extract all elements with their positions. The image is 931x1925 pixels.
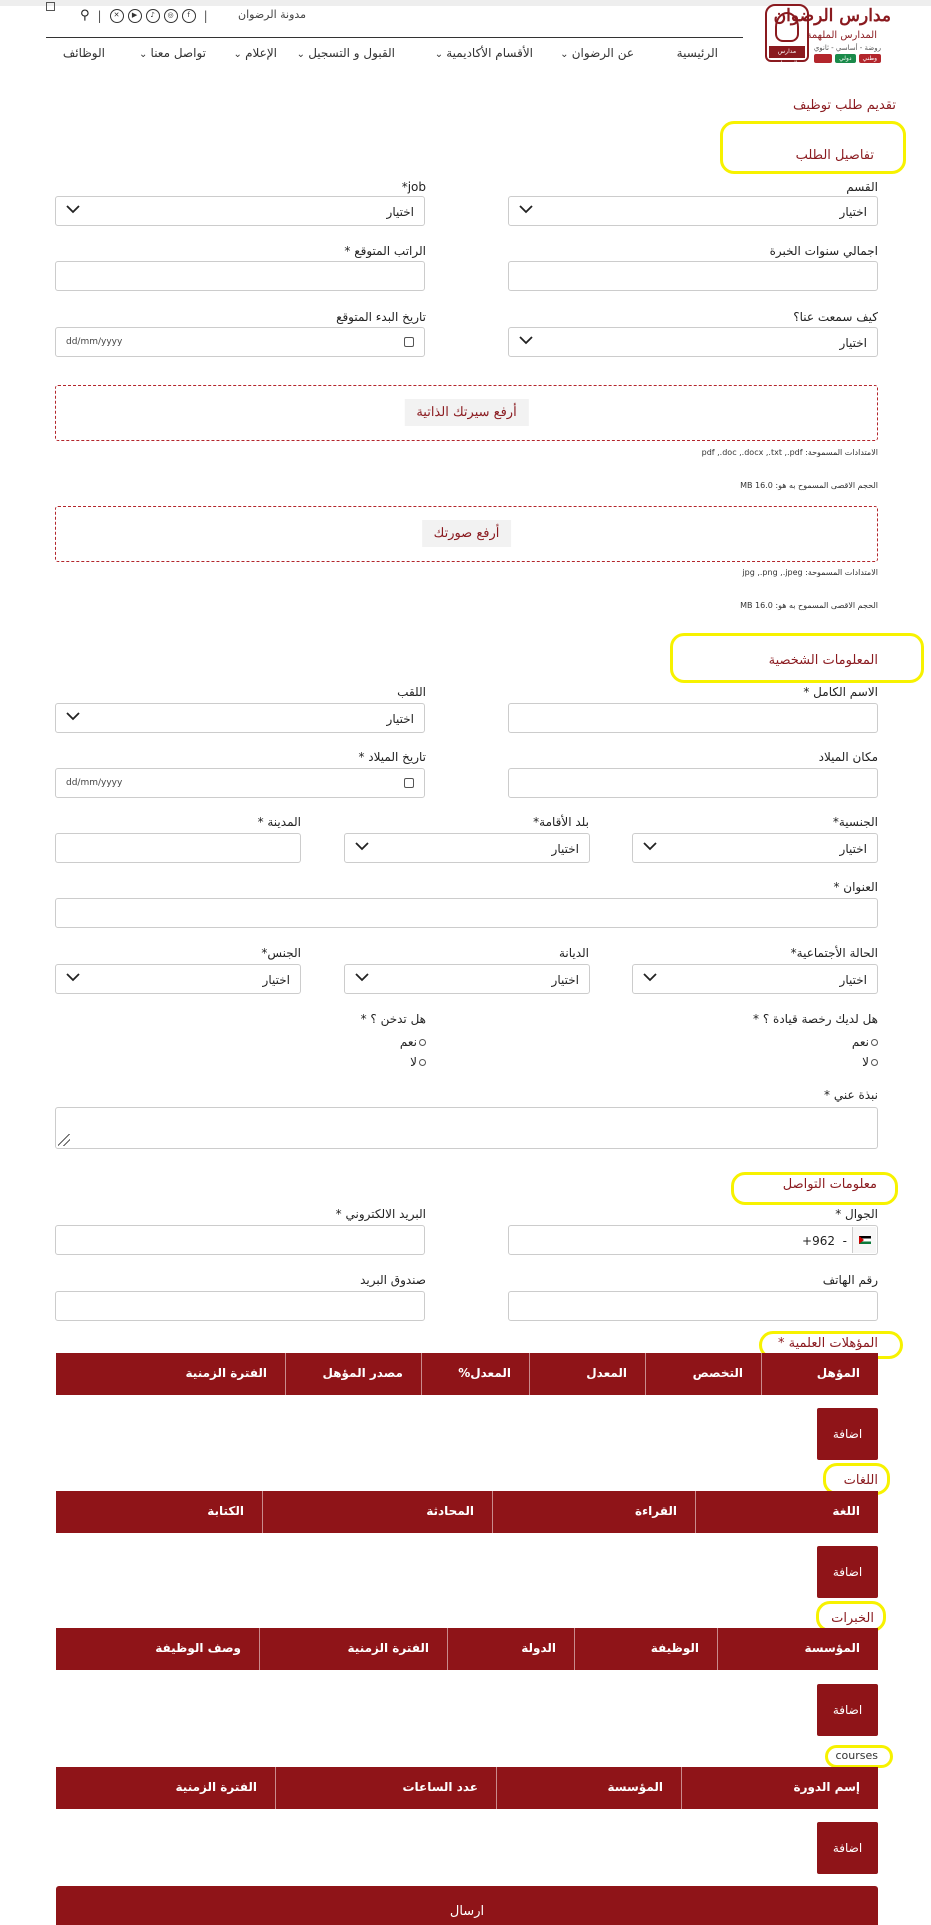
submit-button[interactable]: ارسال bbox=[56, 1886, 878, 1925]
radio-dot[interactable] bbox=[871, 1039, 878, 1046]
divider: | bbox=[203, 8, 208, 23]
resize-handle-icon[interactable] bbox=[58, 1134, 70, 1146]
bio-label: نبذة عني * bbox=[824, 1088, 878, 1102]
birth-place-input[interactable] bbox=[508, 768, 878, 798]
expected-salary-input[interactable] bbox=[55, 261, 425, 291]
heard-about-label: كيف سمعت عنا؟ bbox=[793, 310, 878, 324]
cv-max-size: الحجم الاقصى المسموح به هو: 16.0 MB bbox=[740, 481, 878, 490]
city-input[interactable] bbox=[55, 833, 301, 863]
birth-place-label: مكان الميلاد bbox=[818, 750, 878, 764]
job-label: job* bbox=[401, 180, 426, 194]
nav-item[interactable] bbox=[234, 46, 278, 60]
instagram-icon[interactable]: ◎ bbox=[164, 9, 178, 23]
residence-country-select[interactable] bbox=[344, 833, 590, 863]
page-title: تقديم طلب توظيف bbox=[792, 98, 896, 113]
calendar-icon[interactable] bbox=[404, 778, 414, 788]
table-header-cell: الفترة الزمنية bbox=[259, 1628, 447, 1670]
table-header-cell: التخصص bbox=[645, 1353, 761, 1395]
youtube-icon[interactable]: ▶ bbox=[128, 9, 142, 23]
start-date-input[interactable] bbox=[55, 327, 425, 357]
table-header-cell: عدد الساعات bbox=[275, 1767, 496, 1809]
search-icon[interactable]: ⚲ bbox=[80, 8, 90, 23]
radio-label: نعم bbox=[851, 1035, 869, 1049]
nav-item-label: الوظائف bbox=[62, 46, 105, 60]
nav-item-label: الرئيسية bbox=[676, 46, 718, 60]
nav-item[interactable] bbox=[677, 46, 718, 60]
full-name-label: الاسم الكامل * bbox=[803, 685, 878, 699]
social-icons bbox=[76, 8, 212, 23]
crest-label: مدارس الرضوان bbox=[769, 46, 805, 58]
blog-link[interactable]: مدونة الرضوان bbox=[238, 8, 307, 21]
table-header-cell: الوظيفة bbox=[574, 1628, 717, 1670]
section-title-request: تفاصيل الطلب bbox=[795, 148, 874, 163]
nav-item[interactable] bbox=[435, 46, 533, 60]
table-header-cell: وصف الوظيفة bbox=[155, 1641, 241, 1655]
chevron-down-icon bbox=[355, 970, 369, 984]
table-header-cell: المؤهل bbox=[761, 1353, 878, 1395]
nav-item[interactable] bbox=[560, 46, 634, 60]
heard-about-select[interactable] bbox=[508, 327, 878, 357]
table-header-cell: المعدل bbox=[529, 1353, 645, 1395]
select-value: اختيار bbox=[839, 336, 867, 350]
photo-upload-zone[interactable] bbox=[55, 506, 878, 562]
nav-item-label: الأقسام الأكاديمية bbox=[446, 46, 533, 60]
photo-allowed-extensions: الامتدادات المسموحة: jpg ,.png ,.jpeg bbox=[742, 568, 878, 577]
table-header-cell: القراءة bbox=[492, 1491, 695, 1533]
driving-license-label: هل لديك رخصة قيادة ؟ * bbox=[753, 1012, 878, 1026]
chevron-down-icon: ⌄ bbox=[434, 49, 447, 60]
marital-status-label: الحالة الأجتماعية* bbox=[790, 946, 878, 960]
logo-chip: وطني bbox=[859, 54, 881, 63]
table-header-cell: المؤسسة bbox=[717, 1628, 878, 1670]
photo-max-size: الحجم الاقصى المسموح به هو: 16.0 MB bbox=[740, 601, 878, 610]
menu-corner-icon[interactable] bbox=[46, 2, 55, 11]
chevron-down-icon: ⌄ bbox=[233, 49, 246, 60]
department-select[interactable] bbox=[508, 196, 878, 226]
chevron-down-icon bbox=[355, 839, 369, 853]
phone-input[interactable] bbox=[508, 1291, 878, 1321]
table-header-cell: مصدر المؤهل bbox=[285, 1353, 421, 1395]
table-header-cell: إسم الدورة bbox=[681, 1767, 878, 1809]
table-header-cell: المؤسسة bbox=[496, 1767, 681, 1809]
logo-chip: دولي bbox=[835, 54, 855, 63]
address-label: العنوان * bbox=[833, 880, 878, 894]
logo-chips bbox=[814, 54, 881, 63]
divider: | bbox=[97, 8, 102, 23]
table-header-cell: الفترة الزمنية bbox=[175, 1780, 257, 1794]
religion-select[interactable] bbox=[344, 964, 590, 994]
calendar-icon[interactable] bbox=[404, 337, 414, 347]
languages-table-header bbox=[56, 1491, 878, 1533]
nav-item-label: عن الرضوان bbox=[571, 46, 634, 60]
nav-item-label: القبول و التسجيل bbox=[308, 46, 395, 60]
logo-tagline: روضة - أساسي - ثانوي bbox=[813, 44, 881, 52]
chevron-down-icon: ⌄ bbox=[560, 49, 572, 60]
nationality-label: الجنسية* bbox=[832, 815, 878, 829]
qualifications-table-header bbox=[56, 1353, 878, 1395]
city-label: المدينة * bbox=[257, 815, 301, 829]
country-flag-icon[interactable] bbox=[852, 1227, 876, 1253]
po-box-input[interactable] bbox=[55, 1291, 425, 1321]
nav-item[interactable] bbox=[63, 46, 105, 60]
radio-label: نعم bbox=[399, 1035, 417, 1049]
chevron-down-icon bbox=[519, 333, 533, 347]
radio-dot[interactable] bbox=[419, 1039, 426, 1046]
table-header-cell: المحادثة bbox=[262, 1491, 492, 1533]
job-select[interactable] bbox=[55, 196, 425, 226]
logo-name: مدارس الرضوان bbox=[773, 6, 891, 26]
radio-dot[interactable] bbox=[871, 1059, 878, 1066]
section-title-personal: المعلومات الشخصية bbox=[768, 653, 878, 668]
select-value: اختيار bbox=[386, 712, 414, 726]
add-qualification-button[interactable]: اضافة bbox=[817, 1408, 878, 1460]
table-header-cell: الكتابة bbox=[207, 1504, 244, 1518]
address-input[interactable] bbox=[55, 898, 878, 928]
nav-item-label: تواصل معنا bbox=[150, 46, 206, 60]
logo-chip bbox=[814, 54, 832, 63]
courses-table-header bbox=[56, 1767, 878, 1809]
nav-item[interactable] bbox=[297, 46, 395, 60]
chevron-down-icon bbox=[66, 202, 80, 216]
section-title-courses: courses bbox=[835, 1749, 878, 1762]
photo-upload-button[interactable]: أرفع صورتك bbox=[422, 520, 512, 547]
chevron-down-icon: ⌄ bbox=[138, 49, 151, 60]
cv-upload-button[interactable]: أرفع سيرتك الذاتية bbox=[404, 399, 528, 426]
section-title-qualifications: المؤهلات العلمية * bbox=[778, 1336, 878, 1351]
mobile-label: الجوال * bbox=[835, 1207, 878, 1221]
gender-label: الجنس* bbox=[261, 946, 301, 960]
driving-license-no[interactable] bbox=[862, 1055, 878, 1069]
select-value: اختيار bbox=[386, 205, 414, 219]
email-label: البريد الالكتروني * bbox=[335, 1207, 426, 1221]
chevron-down-icon bbox=[519, 202, 533, 216]
chevron-down-icon bbox=[66, 970, 80, 984]
add-course-button[interactable]: اضافة bbox=[817, 1822, 878, 1874]
section-title-languages: اللغات bbox=[843, 1473, 878, 1488]
date-placeholder: dd/mm/yyyy bbox=[66, 337, 123, 347]
table-header-cell: الدولة bbox=[447, 1628, 574, 1670]
school-logo[interactable] bbox=[746, 4, 891, 66]
dial-separator: - bbox=[842, 1234, 847, 1248]
chevron-down-icon: ⌄ bbox=[296, 49, 309, 60]
chevron-down-icon bbox=[66, 709, 80, 723]
radio-label: لا bbox=[862, 1055, 869, 1069]
chevron-down-icon bbox=[643, 970, 657, 984]
table-header-cell: الفترة الزمنية bbox=[185, 1366, 267, 1380]
select-value: اختيار bbox=[839, 205, 867, 219]
select-value: اختيار bbox=[551, 973, 579, 987]
po-box-label: صندوق البريد bbox=[360, 1273, 426, 1287]
dial-code: +962 bbox=[802, 1234, 835, 1248]
section-title-experience: الخبرات bbox=[831, 1611, 874, 1626]
nav-item-label: الإعلام bbox=[245, 46, 277, 60]
date-placeholder: dd/mm/yyyy bbox=[66, 778, 123, 788]
tiktok-icon[interactable]: ♪ bbox=[146, 9, 160, 23]
bio-textarea[interactable] bbox=[55, 1107, 878, 1149]
smoker-no[interactable] bbox=[410, 1055, 426, 1069]
radio-dot[interactable] bbox=[419, 1059, 426, 1066]
experience-years-label: اجمالي سنوات الخبرة bbox=[769, 244, 878, 258]
radio-label: لا bbox=[410, 1055, 417, 1069]
table-header-cell: اللغة bbox=[695, 1491, 878, 1533]
residence-country-label: بلد الأقامة* bbox=[533, 815, 589, 829]
smoker-yes[interactable] bbox=[400, 1035, 426, 1049]
chevron-down-icon bbox=[643, 839, 657, 853]
smoker-label: هل تدخن ؟ * bbox=[360, 1012, 426, 1026]
table-header-cell: المعدل% bbox=[421, 1353, 529, 1395]
birth-date-label: تاريخ الميلاد * bbox=[358, 750, 426, 764]
add-experience-button[interactable]: اضافة bbox=[817, 1684, 878, 1736]
full-name-input[interactable] bbox=[508, 703, 878, 733]
nav-divider bbox=[46, 37, 743, 38]
select-value: اختيار bbox=[839, 842, 867, 856]
experience-table-header bbox=[56, 1628, 878, 1670]
gender-select[interactable] bbox=[55, 964, 301, 994]
driving-license-yes[interactable] bbox=[852, 1035, 878, 1049]
section-title-contact: معلومات التواصل bbox=[782, 1177, 877, 1192]
birth-date-input[interactable] bbox=[55, 768, 425, 798]
facebook-icon[interactable]: f bbox=[182, 9, 196, 23]
phone-label: رقم الهاتف bbox=[822, 1273, 878, 1287]
religion-label: الديانة bbox=[558, 946, 589, 960]
select-value: اختيار bbox=[262, 973, 290, 987]
email-input[interactable] bbox=[55, 1225, 425, 1255]
department-label: القسم bbox=[846, 180, 878, 194]
logo-subtitle: المدارس الملهمة bbox=[806, 30, 877, 41]
expected-salary-label: الراتب المتوقع * bbox=[344, 244, 426, 258]
mobile-input[interactable] bbox=[508, 1225, 878, 1255]
nationality-select[interactable] bbox=[632, 833, 878, 863]
start-date-label: تاريخ البدء المتوقع bbox=[336, 310, 426, 324]
title-label: اللقب bbox=[397, 685, 426, 699]
title-select[interactable] bbox=[55, 703, 425, 733]
nav-item[interactable] bbox=[139, 46, 206, 60]
experience-years-input[interactable] bbox=[508, 261, 878, 291]
cv-allowed-extensions: الامتدادات المسموحة: pdf ,.doc ,.docx ,.txt ,.pdf bbox=[701, 448, 878, 457]
select-value: اختيار bbox=[839, 973, 867, 987]
marital-status-select[interactable] bbox=[632, 964, 878, 994]
x-icon[interactable]: ✕ bbox=[110, 9, 124, 23]
select-value: اختيار bbox=[551, 842, 579, 856]
add-language-button[interactable]: اضافة bbox=[817, 1546, 878, 1598]
cv-upload-zone[interactable] bbox=[55, 385, 878, 441]
